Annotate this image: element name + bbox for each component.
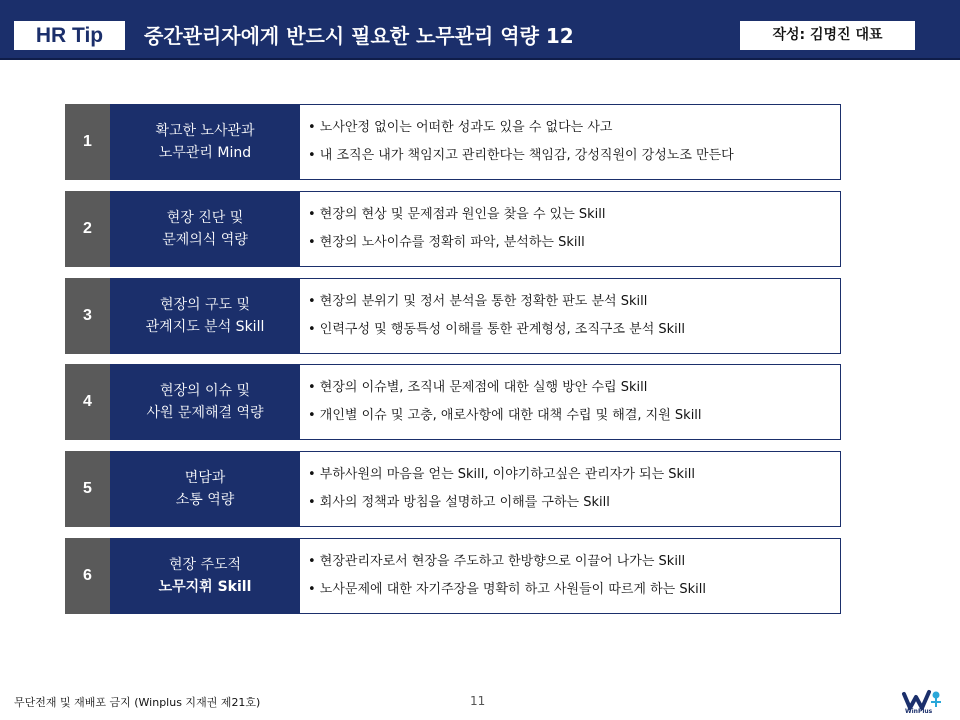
description-line: • 현장의 현상 및 문제점과 원인을 찾을 수 있는 Skill: [308, 207, 606, 222]
category-line: 사원 문제해결 역량: [146, 405, 264, 421]
category-line: 현장의 이슈 및: [159, 383, 251, 399]
row-category: [110, 538, 300, 614]
row-description: [300, 538, 841, 614]
description-line: • 내 조직은 내가 책임지고 관리한다는 책임감, 강성직원이 강성노조 만든다: [308, 148, 734, 163]
competency-row: [65, 538, 843, 614]
description-line: • 노사문제에 대한 자기주장을 명확히 하고 사원들이 따르게 하는 Skill: [308, 582, 706, 597]
author-label: 작성: 김명진 대표: [740, 21, 915, 50]
category-line: 현장의 구도 및: [159, 297, 251, 313]
category-line: 소통 역량: [175, 492, 235, 508]
logo-text: WinPlus: [905, 708, 933, 715]
row-description: [300, 104, 841, 180]
competency-row: [65, 278, 843, 354]
copyright-notice: 무단전재 및 재배포 금지 (Winplus 지재권 제21호): [14, 696, 261, 709]
row-description: [300, 364, 841, 440]
description-line: • 인력구성 및 행동특성 이해를 통한 관계형성, 조직구조 분석 Skill: [308, 322, 685, 337]
description-line: • 현장관리자로서 현장을 주도하고 한방향으로 이끌어 나가는 Skill: [308, 554, 686, 569]
category-line: 노무관리 Mind: [158, 145, 252, 161]
description-line: • 현장의 노사이슈를 정확히 파악, 분석하는 Skill: [308, 235, 585, 250]
description-line: • 개인별 이슈 및 고충, 애로사항에 대한 대책 수립 및 해결, 지원 Skill: [308, 408, 702, 423]
description-line: • 회사의 정책과 방침을 설명하고 이해를 구하는 Skill: [308, 495, 610, 510]
description-line: • 노사안정 없이는 어떠한 성과도 있을 수 없다는 사고: [308, 120, 613, 135]
header-bar: [0, 0, 960, 60]
row-description: [300, 191, 841, 267]
category-line: 관계지도 분석 Skill: [145, 319, 265, 335]
row-category: [110, 451, 300, 527]
hr-tip-label: HR Tip: [14, 21, 125, 50]
description-line: • 현장의 분위기 및 정서 분석을 통한 정확한 판도 분석 Skill: [308, 294, 648, 309]
row-category: [110, 191, 300, 267]
row-description: [300, 278, 841, 354]
competency-row: [65, 451, 843, 527]
row-number: 2: [65, 191, 110, 267]
row-number: 6: [65, 538, 110, 614]
category-line: 노무지휘 Skill: [158, 579, 252, 595]
competency-row: [65, 191, 843, 267]
row-number: 3: [65, 278, 110, 354]
category-line: 현장 진단 및: [166, 210, 244, 226]
category-line: 면담과: [184, 470, 226, 486]
description-line: • 현장의 이슈별, 조직내 문제점에 대한 실행 방안 수립 Skill: [308, 380, 648, 395]
row-description: [300, 451, 841, 527]
competency-row: [65, 364, 843, 440]
category-line: 문제의식 역량: [162, 232, 248, 248]
row-number: 5: [65, 451, 110, 527]
category-line: 현장 주도적: [168, 557, 242, 573]
page-title: 중간관리자에게 반드시 필요한 노무관리 역량 12: [144, 24, 574, 48]
row-category: [110, 364, 300, 440]
page-number: 11: [470, 694, 486, 708]
category-line: 확고한 노사관과: [155, 123, 255, 139]
row-category: [110, 104, 300, 180]
competency-row: [65, 104, 843, 180]
row-category: [110, 278, 300, 354]
row-number: 1: [65, 104, 110, 180]
row-number: 4: [65, 364, 110, 440]
description-line: • 부하사원의 마음을 얻는 Skill, 이야기하고싶은 관리자가 되는 Skill: [308, 467, 695, 482]
